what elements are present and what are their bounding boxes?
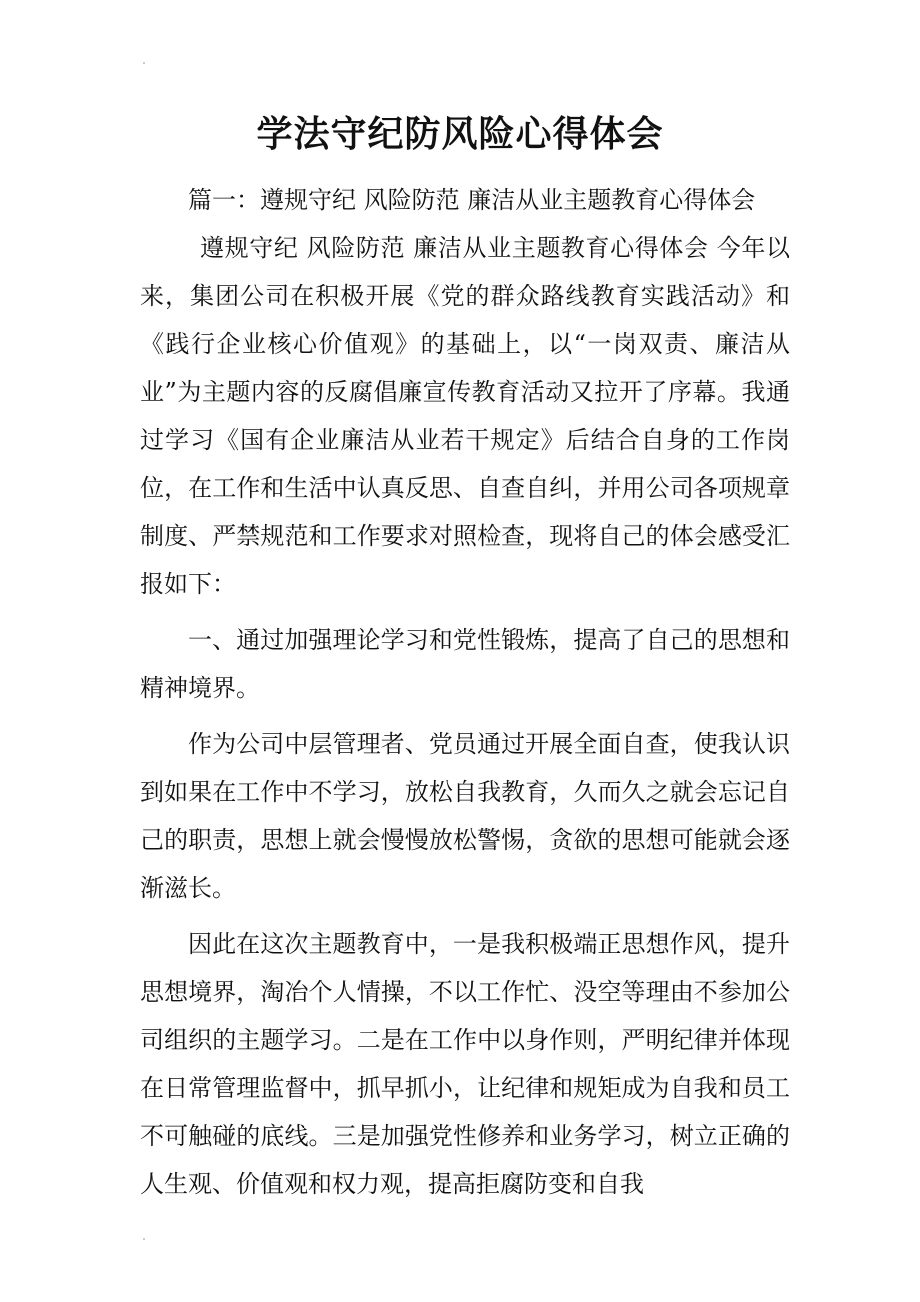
scan-speck bbox=[143, 1238, 145, 1240]
paragraph: 遵规守纪 风险防范 廉洁从业主题教育心得体会 今年以来，集团公司在积极开展《党的群众路线教育实践活动》和《践行企业核心价值观》的基础上，以“一岗双责、廉洁从业”为主题内容的反腐倡廉宣传教育活动又拉开了序幕。我通过学习《国有企业廉洁从业若干规定》后结合自身的工作岗位，在工作和生活中认真反思、自查自纠，并用公司各项规章制度、严禁规范和工作要求对照检查，现将自己的体会感受汇报如下： bbox=[140, 234, 790, 598]
document-title: 学法守纪防风险心得体会 bbox=[256, 113, 664, 155]
paragraph: 作为公司中层管理者、党员通过开展全面自查，使我认识到如果在工作中不学习，放松自我教育，久而久之就会忘记自己的职责，思想上就会慢慢放松警惕，贪欲的思想可能就会逐渐滋长。 bbox=[140, 730, 790, 902]
scan-speck bbox=[143, 62, 145, 64]
paragraph: 一、通过加强理论学习和党性锻炼，提高了自己的思想和精神境界。 bbox=[140, 626, 790, 702]
document-subtitle: 篇一：遵规守纪 风险防范 廉洁从业主题教育心得体会 bbox=[188, 186, 756, 214]
document-body bbox=[140, 224, 790, 1216]
paragraph: 因此在这次主题教育中，一是我积极端正思想作风，提升思想境界，淘冶个人情操，不以工作忙、没空等理由不参加公司组织的主题学习。二是在工作中以身作则，严明纪律并体现在日常管理监督中，抓早抓小，让纪律和规矩成为自我和员工不可触碰的底线。三是加强党性修养和业务学习，树立正确的人生观、价值观和权力观，提高拒腐防变和自我 bbox=[140, 930, 790, 1198]
